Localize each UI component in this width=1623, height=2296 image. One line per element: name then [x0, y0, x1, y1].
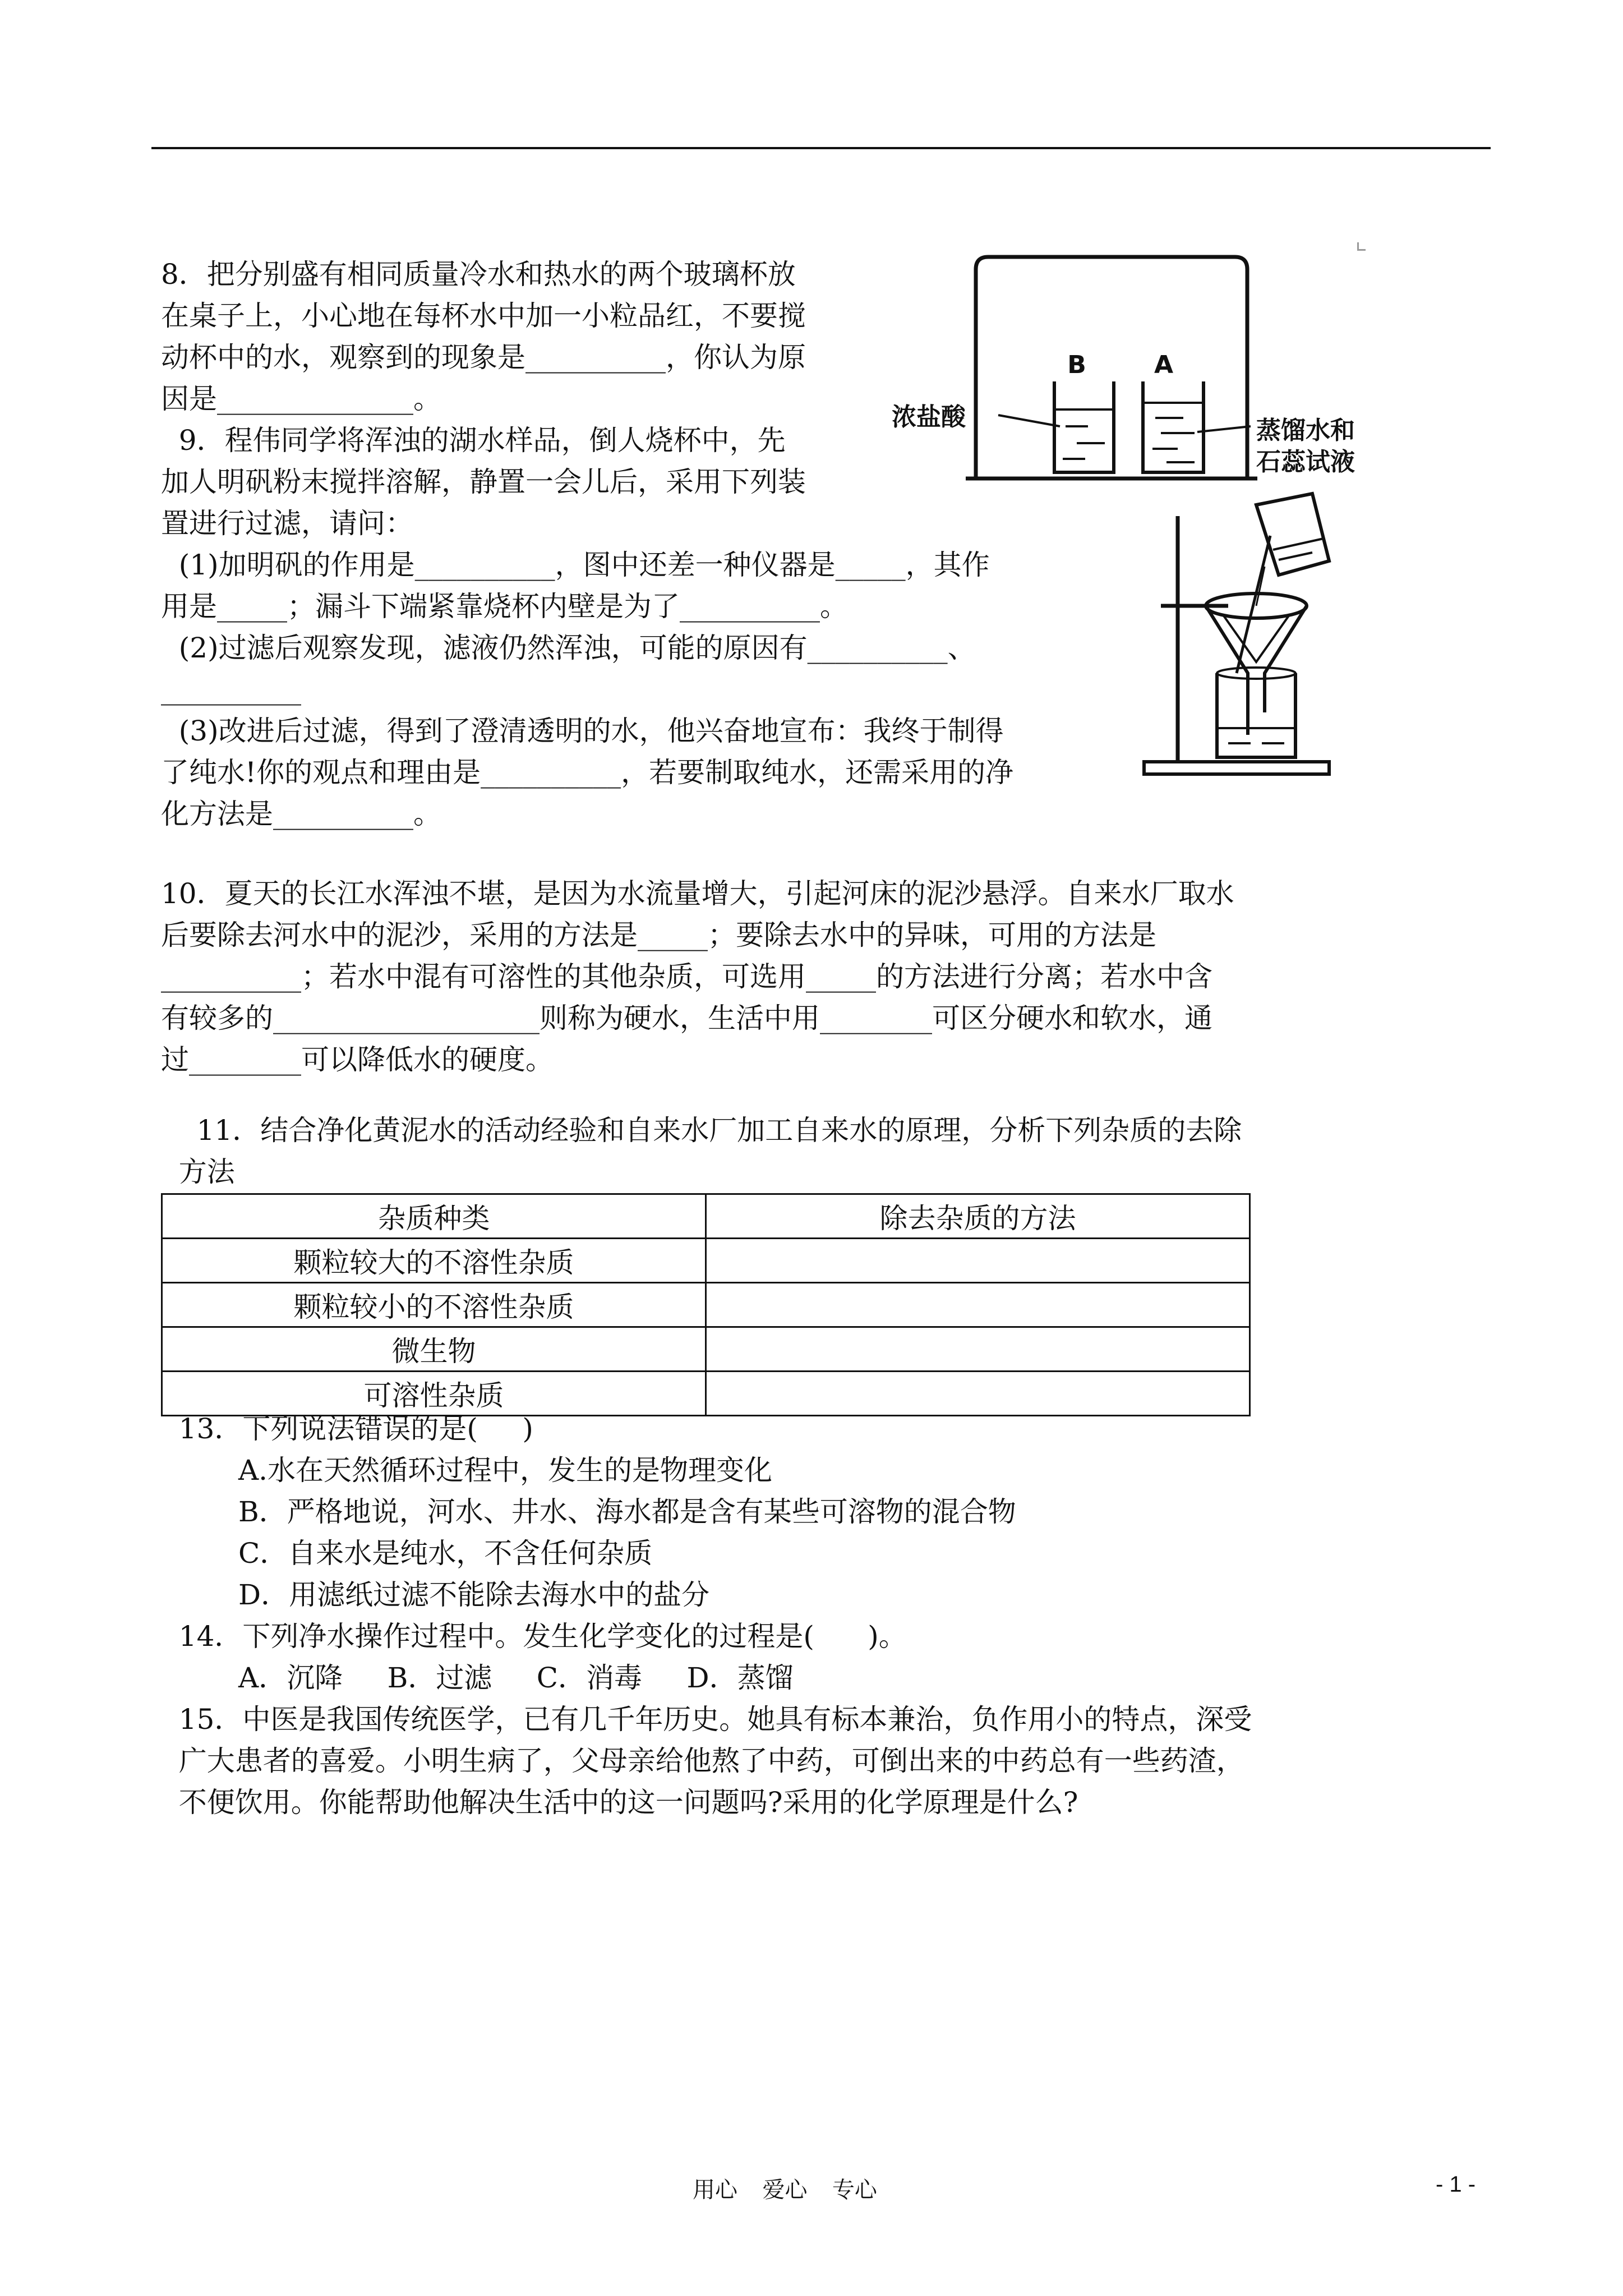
- q13-option-b: B．严格地说，河水、井水、海水都是含有某些可溶物的混合物: [238, 1496, 1016, 1528]
- footer-motto: 用心 爱心 专心: [693, 2178, 877, 2202]
- table-cell: 可溶性杂质: [162, 1372, 706, 1416]
- table-cell: 颗粒较大的不溶性杂质: [162, 1239, 706, 1283]
- table-header: 除去杂质的方法: [706, 1194, 1250, 1239]
- water-litmus-label-1: 蒸馏水和: [1256, 416, 1355, 445]
- table-cell-answer[interactable]: [706, 1372, 1250, 1416]
- water-litmus-label-2: 石蕊试液: [1256, 448, 1355, 476]
- filtration-apparatus-figure: [1144, 494, 1352, 785]
- q9-line-7: __________: [161, 673, 301, 706]
- table-cell-answer[interactable]: [706, 1327, 1250, 1372]
- q14-stem: 14．下列净水操作过程中。发生化学变化的过程是( )。: [161, 1620, 907, 1653]
- q11-line-1: 11．结合净化黄泥水的活动经验和自来水厂加工自来水的原理，分析下列杂质的去除: [161, 1114, 1242, 1147]
- q8-line-4: 因是______________。: [161, 383, 441, 415]
- q9-line-5: 用是_____；漏斗下端紧靠烧杯内壁是为了__________。: [161, 590, 848, 623]
- corner-mark: [1357, 242, 1366, 251]
- table-row: [162, 1327, 1250, 1372]
- header-rule: [151, 147, 1491, 149]
- q8-line-1: 8．把分别盛有相同质量冷水和热水的两个玻璃杯放: [161, 258, 796, 291]
- beaker-a-label: A: [1154, 351, 1174, 379]
- q13-option-d: D．用滤纸过滤不能除去海水中的盐分: [238, 1579, 710, 1611]
- impurity-removal-table: [161, 1193, 1251, 1416]
- table-header-row: [162, 1194, 1250, 1239]
- q10-line-3: __________；若水中混有可溶性的其他杂质，可选用_____的方法进行分离；若水中含: [161, 960, 1212, 993]
- beaker-b-label: B: [1067, 351, 1086, 379]
- q9-line-4: (1)加明矾的作用是__________，图中还差一种仪器是_____，其作: [161, 549, 990, 581]
- conc-hcl-label: 浓盐酸: [892, 403, 966, 431]
- table-cell: 微生物: [162, 1327, 706, 1372]
- table-header: 杂质种类: [162, 1194, 706, 1239]
- q14-options: A．沉降 B．过滤 C．消毒 D．蒸馏: [238, 1662, 794, 1694]
- q13-option-a: A.水在天然循环过程中，发生的是物理变化: [238, 1454, 773, 1487]
- q10-line-2: 后要除去河水中的泥沙，采用的方法是_____；要除去水中的异味，可用的方法是: [161, 919, 1156, 951]
- table-cell-answer[interactable]: [706, 1239, 1250, 1283]
- q9-line-8: (3)改进后过滤，得到了澄清透明的水，他兴奋地宣布：我终于制得: [161, 715, 1004, 747]
- q9-line-10: 化方法是__________。: [161, 798, 441, 830]
- q15-line-2: 广大患者的喜爱。小明生病了，父母亲给他熬了中药，可倒出来的中药总有一些药渣，: [161, 1745, 1244, 1777]
- q13-option-c: C．自来水是纯水，不含任何杂质: [238, 1537, 653, 1570]
- q10-line-4: 有较多的___________________则称为硬水，生活中用________可区分硬水和软水，通: [161, 1002, 1212, 1034]
- q8-line-3: 动杯中的水，观察到的现象是__________，你认为原: [161, 341, 806, 374]
- table-cell-answer[interactable]: [706, 1283, 1250, 1327]
- table-row: [162, 1283, 1250, 1327]
- q9-line-9: 了纯水!你的观点和理由是__________，若要制取纯水，还需采用的净: [161, 756, 1014, 789]
- q9-line-3: 置进行过滤，请问：: [161, 507, 413, 540]
- q10-line-1: 10．夏天的长江水浑浊不堪，是因为水流量增大，引起河床的泥沙悬浮。自来水厂取水: [161, 877, 1234, 910]
- q15-line-1: 15．中医是我国传统医学，已有几千年历史。她具有标本兼治，负作用小的特点，深受: [161, 1703, 1252, 1736]
- q13-stem: 13．下列说法错误的是( ): [161, 1412, 533, 1445]
- bell-jar-beakers-figure: [892, 247, 1355, 488]
- q15-line-3: 不便饮用。你能帮助他解决生活中的这一问题吗?采用的化学原理是什么?: [161, 1786, 1078, 1819]
- q8-line-2: 在桌子上，小心地在每杯水中加一小粒品红，不要搅: [161, 300, 806, 332]
- q11-line-2: 方法: [161, 1156, 235, 1188]
- table-row: [162, 1239, 1250, 1283]
- q9-line-1: 9．程伟同学将浑浊的湖水样品，倒人烧杯中，先: [161, 424, 786, 457]
- q10-line-5: 过________可以降低水的硬度。: [161, 1043, 554, 1076]
- page-number: - 1 -: [1436, 2172, 1476, 2197]
- table-cell: 颗粒较小的不溶性杂质: [162, 1283, 706, 1327]
- q9-line-6: (2)过滤后观察发现，滤液仍然浑浊，可能的原因有__________、: [161, 632, 976, 664]
- q9-line-2: 加人明矾粉末搅拌溶解，静置一会儿后，采用下列装: [161, 466, 806, 498]
